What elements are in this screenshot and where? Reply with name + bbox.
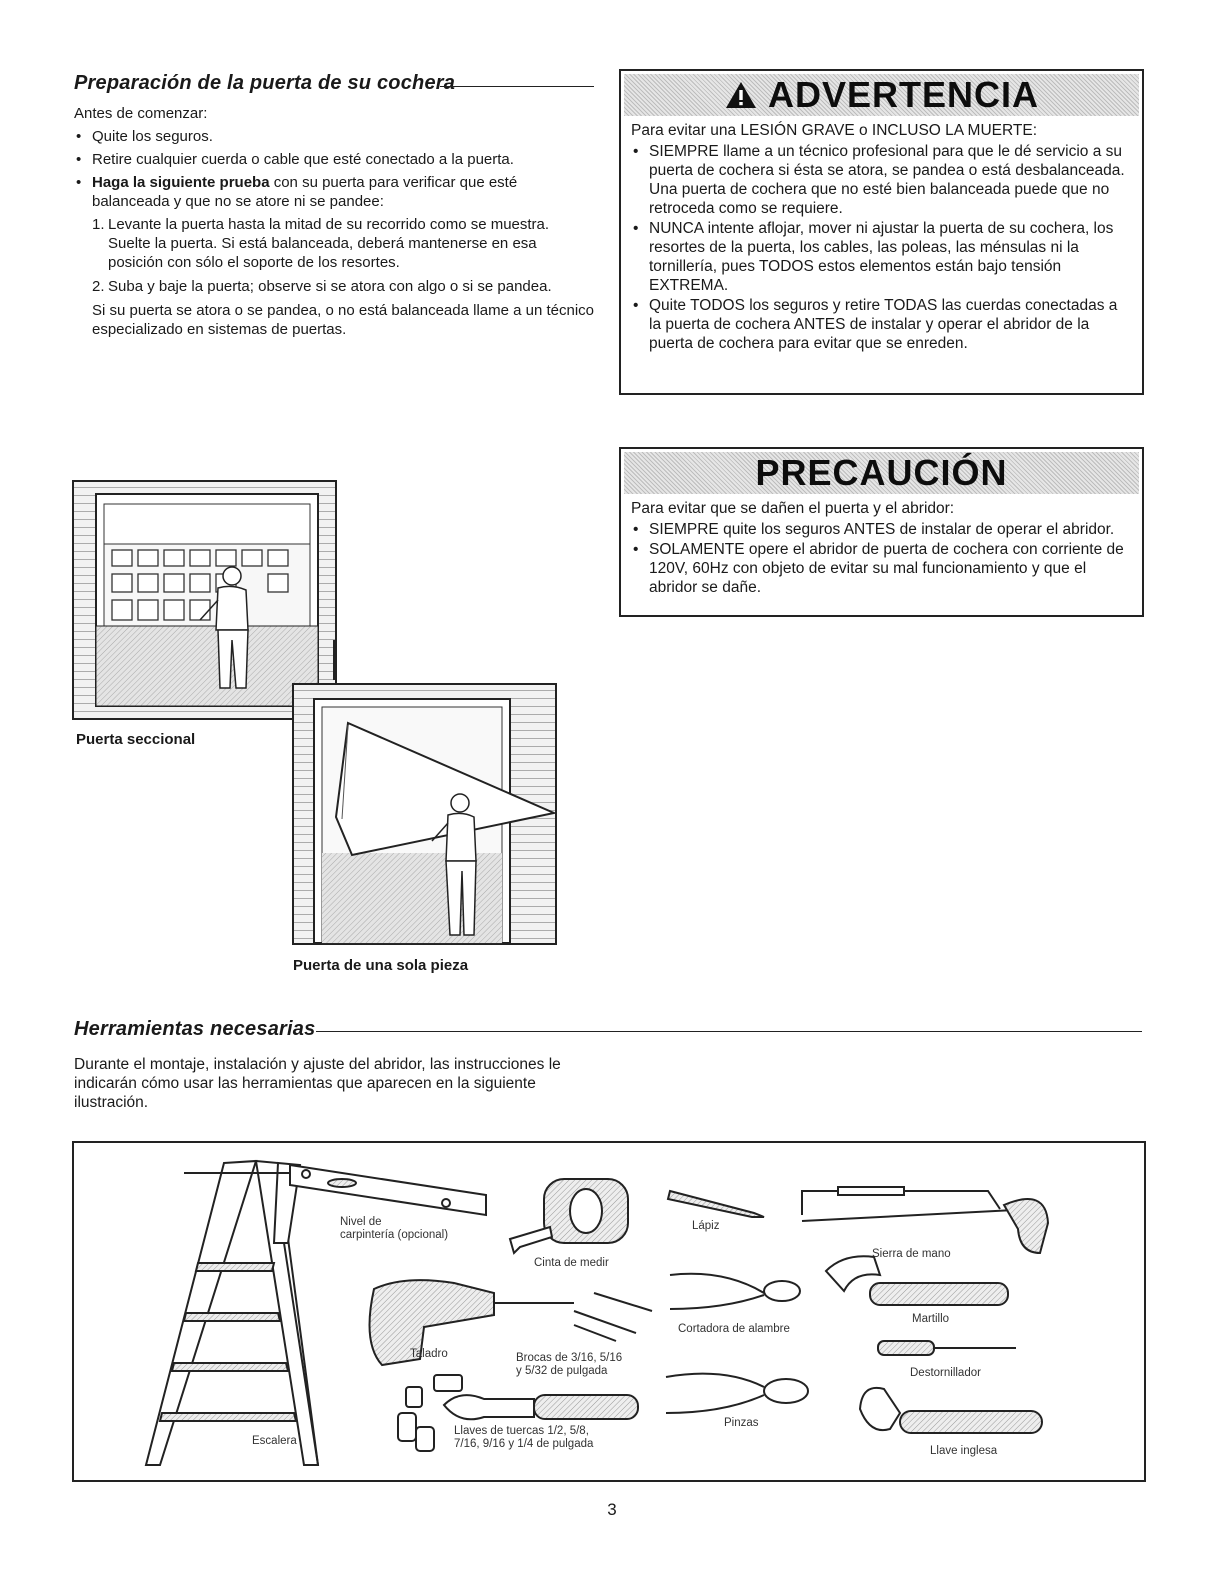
test-steps [74, 215, 594, 296]
one-piece-door-illustration [292, 683, 557, 945]
tool-label-hammer: Martillo [912, 1313, 950, 1325]
hacksaw-icon [802, 1187, 1048, 1253]
tool-label-pencil: Lápiz [692, 1220, 720, 1232]
tool-label-screwdriver: Destornillador [910, 1367, 981, 1379]
section-title-tools: Herramientas necesarias [74, 1018, 316, 1040]
list-item: • SOLAMENTE opere el abridor de puerta de cochera con corriente de 120V, 60Hz con objeto de evitar su mal funcionamiento y que el abridor se dañe. [631, 540, 1132, 597]
caption-sectional-door: Puerta seccional [76, 731, 196, 748]
preparation-text [74, 104, 594, 339]
tool-label-ladder: Escalera [252, 1435, 297, 1447]
tools-text: Durante el montaje, instalación y ajuste del abridor, las instrucciones le indicarán cómo usar las herramientas que aparecen en la siguiente ilustración. [74, 1056, 561, 1111]
intro-text: Antes de comenzar: [74, 105, 208, 122]
list-item [92, 215, 594, 272]
ladder-icon [146, 1161, 318, 1465]
list-item: • Quite los seguros. [74, 127, 594, 146]
list-item: • NUNCA intente aflojar, mover ni ajustar la puerta de su cochera, los resortes de la puerta, los cables, las poleas, las ménsulas ni la tornillería, pues TODOS estos elementos están bajo tensión EXTREMA. [631, 219, 1132, 295]
pliers-icon [666, 1374, 808, 1413]
caution-title: PRECAUCIÓN [755, 452, 1008, 493]
list-item: • SIEMPRE llame a un técnico profesional para que le dé servicio a su puerta de cochera si ésta se atora, se pandea o está desbalanceada. Una puerta de cochera que no esté bien balanceada puede que no retroceda como se requiere. [631, 142, 1132, 218]
warning-triangle-icon [724, 80, 758, 110]
caution-header [624, 452, 1139, 494]
list-item: • Quite TODOS los seguros y retire TODAS las cuerdas conectadas a la puerta de cochera ANTES de instalar y operar el abridor de la puerta de cochera para evitar que se enreden. [631, 296, 1132, 353]
page-number: 3 [607, 1500, 617, 1519]
wire-cutter-icon [670, 1274, 800, 1309]
warning-title: ADVERTENCIA [767, 74, 1039, 115]
drill-bits-icon [574, 1293, 652, 1341]
warning-lead: Para evitar una LESIÓN GRAVE o INCLUSO LA MUERTE: [631, 122, 1038, 139]
warning-body [621, 119, 1142, 360]
tools-drawing [74, 1143, 1144, 1480]
caption-one-piece-door: Puerta de una sola pieza [293, 957, 469, 974]
title-rule [440, 86, 594, 87]
caution-list [631, 520, 1132, 597]
step-number: 1. [92, 216, 105, 233]
tool-label-drill: Taladro [410, 1348, 448, 1360]
test-rest: con su puerta para verificar que esté balanceada y que no se atore ni se pandee: [92, 174, 518, 210]
list-item: • Retire cualquier cuerda o cable que esté conectado a la puerta. [74, 150, 594, 169]
warning-list [631, 142, 1132, 353]
tool-label-tape: Cinta de medir [534, 1257, 609, 1269]
list-item: • SIEMPRE quite los seguros ANTES de instalar de operar el abridor. [631, 520, 1132, 539]
warning-box [619, 69, 1144, 395]
tool-label-saw: Sierra de mano [872, 1248, 951, 1260]
caution-body [621, 497, 1142, 604]
tool-label-wrench: Llave inglesa [930, 1445, 998, 1457]
step-text: Suba y baje la puerta; observe si se atora con algo o si se pandea. [108, 278, 552, 295]
tool-label-pliers: Pinzas [724, 1417, 759, 1429]
section-title-preparation: Preparación de la puerta de su cochera [74, 72, 456, 94]
list-item [74, 173, 594, 211]
screwdriver-icon [878, 1341, 1016, 1355]
adjustable-wrench-icon [860, 1388, 1042, 1433]
caution-lead: Para evitar que se dañen el puerta y el abridor: [631, 500, 955, 517]
level-icon [290, 1165, 486, 1215]
title-rule [316, 1031, 1142, 1032]
pencil-icon [668, 1191, 764, 1217]
tools-illustration-panel [72, 1141, 1146, 1482]
tool-label-bits: Brocas de 3/16, 5/16 y 5/32 de pulgada [516, 1352, 623, 1377]
caution-box [619, 447, 1144, 617]
warning-header [624, 74, 1139, 116]
list-item [92, 277, 594, 296]
step-number: 2. [92, 278, 105, 295]
tool-label-level: Nivel de carpintería (opcional) [340, 1216, 449, 1241]
preparation-bullets [74, 127, 594, 211]
test-bold: Haga la siguiente prueba [92, 174, 270, 191]
tool-label-cutter: Cortadora de alambre [678, 1323, 790, 1335]
tool-label-sockets: Llaves de tuercas 1/2, 5/8, 7/16, 9/16 y 1/4 de pulgada [454, 1425, 594, 1450]
step-text: Levante la puerta hasta la mitad de su recorrido como se muestra. Suelte la puerta. Si está balanceada, deberá mantenerse en esa posición con sólo el soporte de los resortes. [108, 216, 550, 271]
closing-text: Si su puerta se atora o se pandea, o no está balanceada llame a un técnico especializado en sistemas de puertas. [92, 302, 595, 338]
tape-measure-icon [510, 1179, 628, 1253]
hammer-icon [826, 1256, 1008, 1305]
